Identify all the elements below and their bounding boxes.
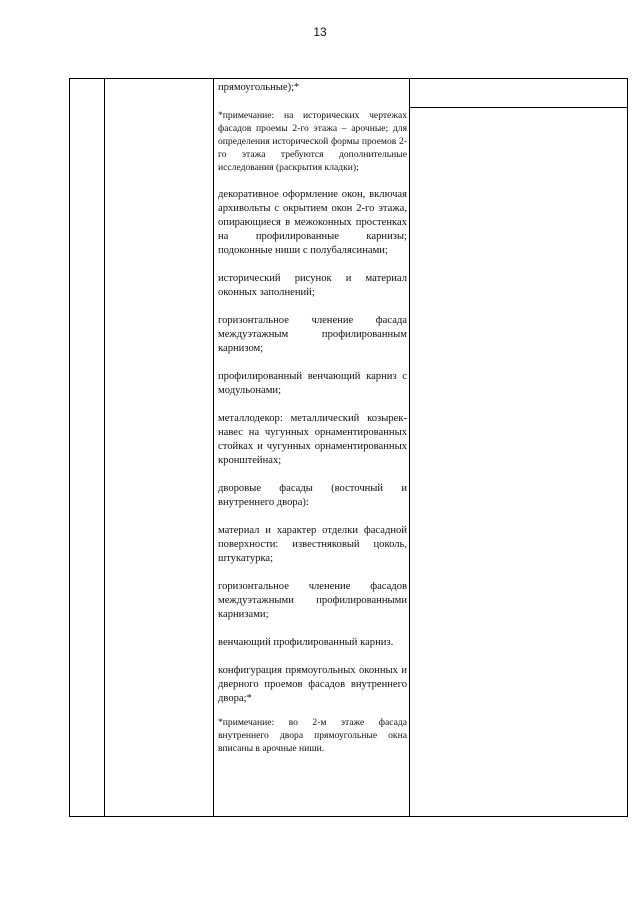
- cell-paragraph: дворовые фасады (восточный и внутреннего двора):: [218, 483, 407, 508]
- cell-paragraph: венчающий профилированный карниз.: [218, 637, 394, 648]
- cell-paragraph: металлодекор: металлический козырек-навес на чугунных орнаментированных стойках и чугунных орнаментированных кронштейнах;: [218, 413, 407, 466]
- table-top-border: [69, 78, 628, 79]
- cell-paragraph: прямоугольные);*: [218, 82, 300, 93]
- cell-note: *примечание: на исторических чертежах фасадов проемы 2-го этажа – арочные; для определения исторической формы проемов 2-го этажа требуются дополнительные исследования (раскрытия кладки);: [218, 110, 407, 173]
- cell-paragraph: профилированный венчающий карниз с модульонами;: [218, 371, 407, 396]
- table-cell-content: [218, 81, 407, 769]
- column-divider-1: [104, 78, 105, 817]
- right-cell-top-border: [409, 107, 628, 108]
- cell-paragraph: горизонтальное членение фасада междуэтажным профилированным карнизом;: [218, 315, 407, 354]
- table-bottom-border: [69, 816, 628, 817]
- table-right-border: [627, 78, 628, 817]
- cell-paragraph: горизонтальное членение фасадов междуэтажными профилированными карнизами;: [218, 581, 407, 620]
- column-divider-3: [409, 78, 410, 817]
- cell-paragraph: декоративное оформление окон, включая архивольты с окрытием окон 2-го этажа, опирающиеся в межоконных простенках на профилированные карнизы; подоконные ниши с полубалясинами;: [218, 189, 407, 256]
- cell-paragraph: материал и характер отделки фасадной поверхности: известняковый цоколь, штукатурка;: [218, 525, 407, 564]
- cell-note: *примечание: во 2-м этаже фасада внутреннего двора прямоугольные окна вписаны в арочные ниши.: [218, 717, 407, 754]
- cell-paragraph: конфигурация прямоугольных оконных и дверного проемов фасадов внутреннего двора;*: [218, 665, 407, 704]
- table-left-border: [69, 78, 70, 817]
- cell-paragraph: исторический рисунок и материал оконных заполнений;: [218, 273, 407, 298]
- page-number: 13: [313, 25, 327, 39]
- column-divider-2: [213, 78, 214, 817]
